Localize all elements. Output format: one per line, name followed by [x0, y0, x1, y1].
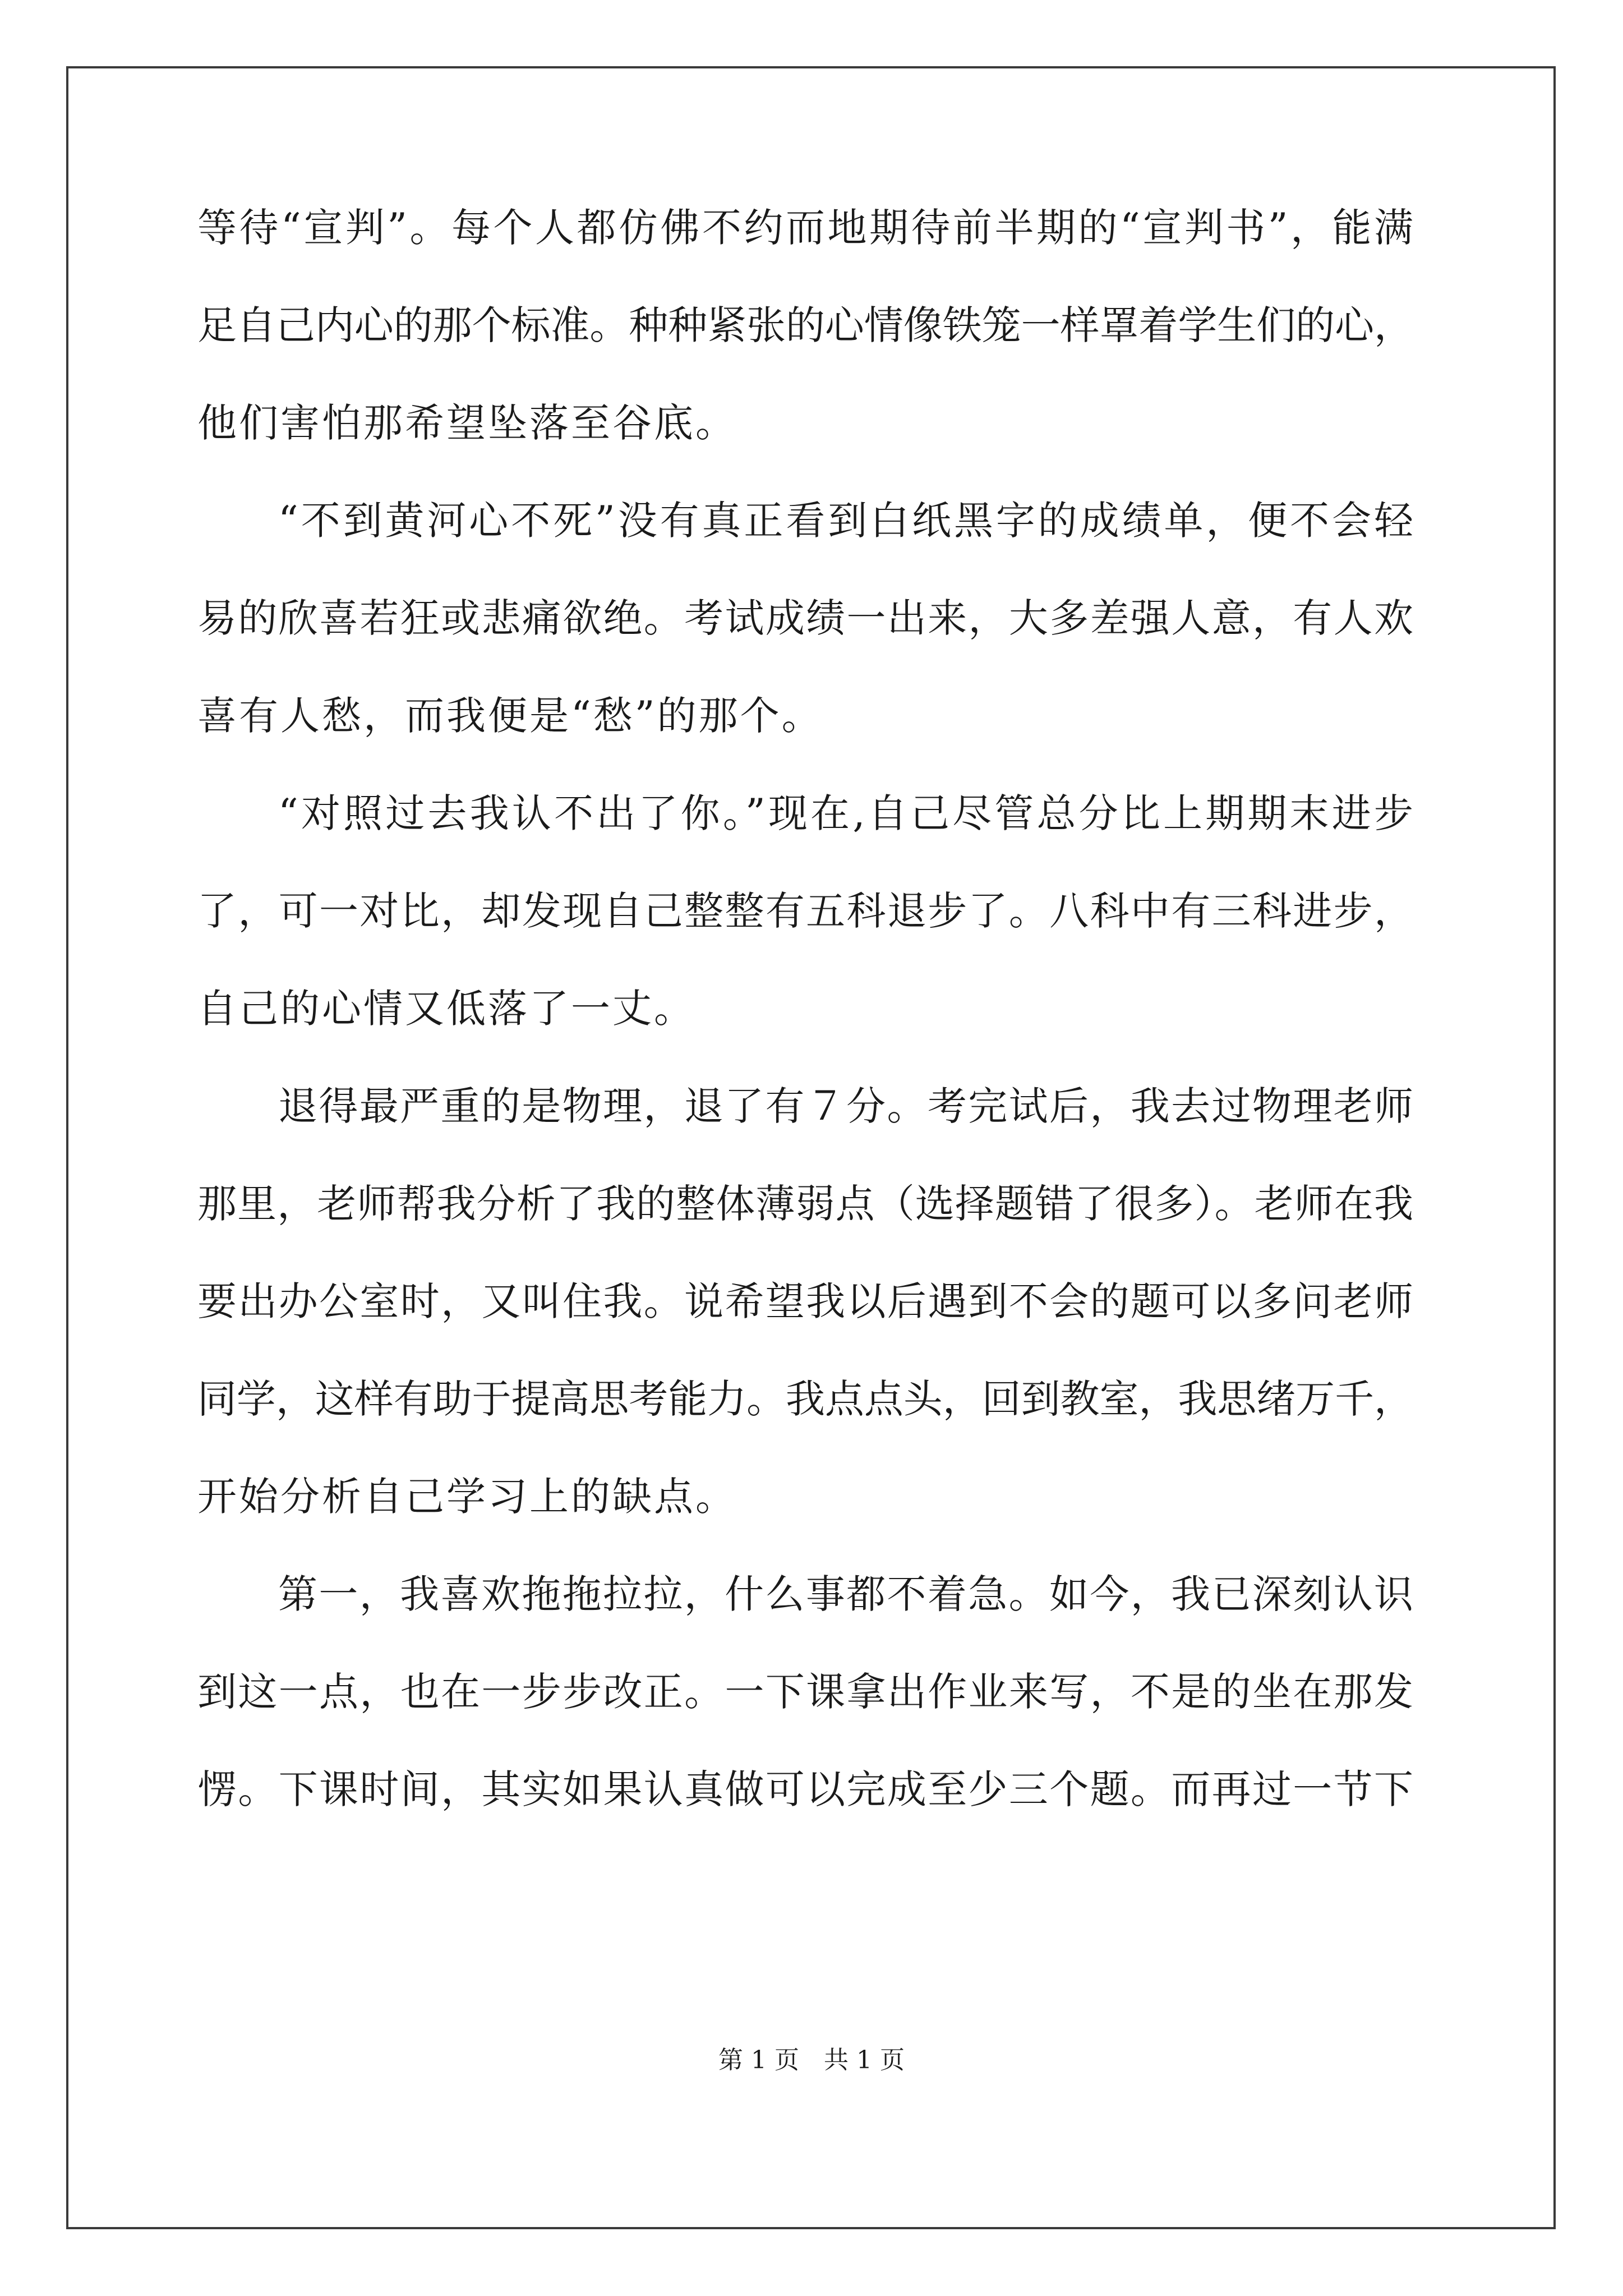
text-line: 要出办公室时，又叫住我。说希望我以后遇到不会的题可以多问老师: [197, 1278, 1415, 1324]
page-footer: 第 1 页 共 1 页: [718, 2046, 905, 2074]
text-line: 退得最严重的是物理，退了有７分。考完试后，我去过物理老师: [278, 1083, 1415, 1129]
text-line: 等待“宣判”。每个人都仿佛不约而地期待前半期的“宣判书”，能满: [197, 205, 1416, 251]
text-line: 易的欣喜若狂或悲痛欲绝。考试成绩一出来，大多差强人意，有人欢: [197, 595, 1415, 641]
text-line: “不到黄河心不死”没有真正看到白纸黑字的成绩单，便不会轻: [278, 498, 1416, 544]
text-line: 同学，这样有助于提高思考能力。我点点头，回到教室，我思绪万千，: [197, 1376, 1413, 1422]
text-line: 自己的心情又低落了一丈。: [197, 986, 695, 1032]
text-line: 第一，我喜欢拖拖拉拉，什么事都不着急。如今，我已深刻认识: [278, 1571, 1415, 1617]
text-line: 足自己内心的那个标准。种种紧张的心情像铁笼一样罩着学生们的心，: [197, 302, 1413, 348]
text-line: 他们害怕那希望坠落至谷底。: [197, 400, 737, 446]
text-line: 喜有人愁，而我便是“愁”的那个。: [197, 693, 823, 739]
text-line: 愣。下课时间，其实如果认真做可以完成至少三个题。而再过一节下: [197, 1766, 1415, 1812]
text-line: 了，可一对比，却发现自己整整有五科退步了。八科中有三科进步，: [197, 888, 1415, 934]
text-line: “对照过去我认不出了你。”现在,自己尽管总分比上期期末进步: [278, 790, 1417, 836]
text-line: 那里，老师帮我分析了我的整体薄弱点（选择题错了很多）。老师在我: [197, 1181, 1414, 1227]
page-border: [66, 66, 1556, 2229]
text-line: 开始分析自己学习上的缺点。: [197, 1474, 737, 1520]
text-line: 到这一点，也在一步步改正。一下课拿出作业来写，不是的坐在那发: [197, 1669, 1415, 1715]
